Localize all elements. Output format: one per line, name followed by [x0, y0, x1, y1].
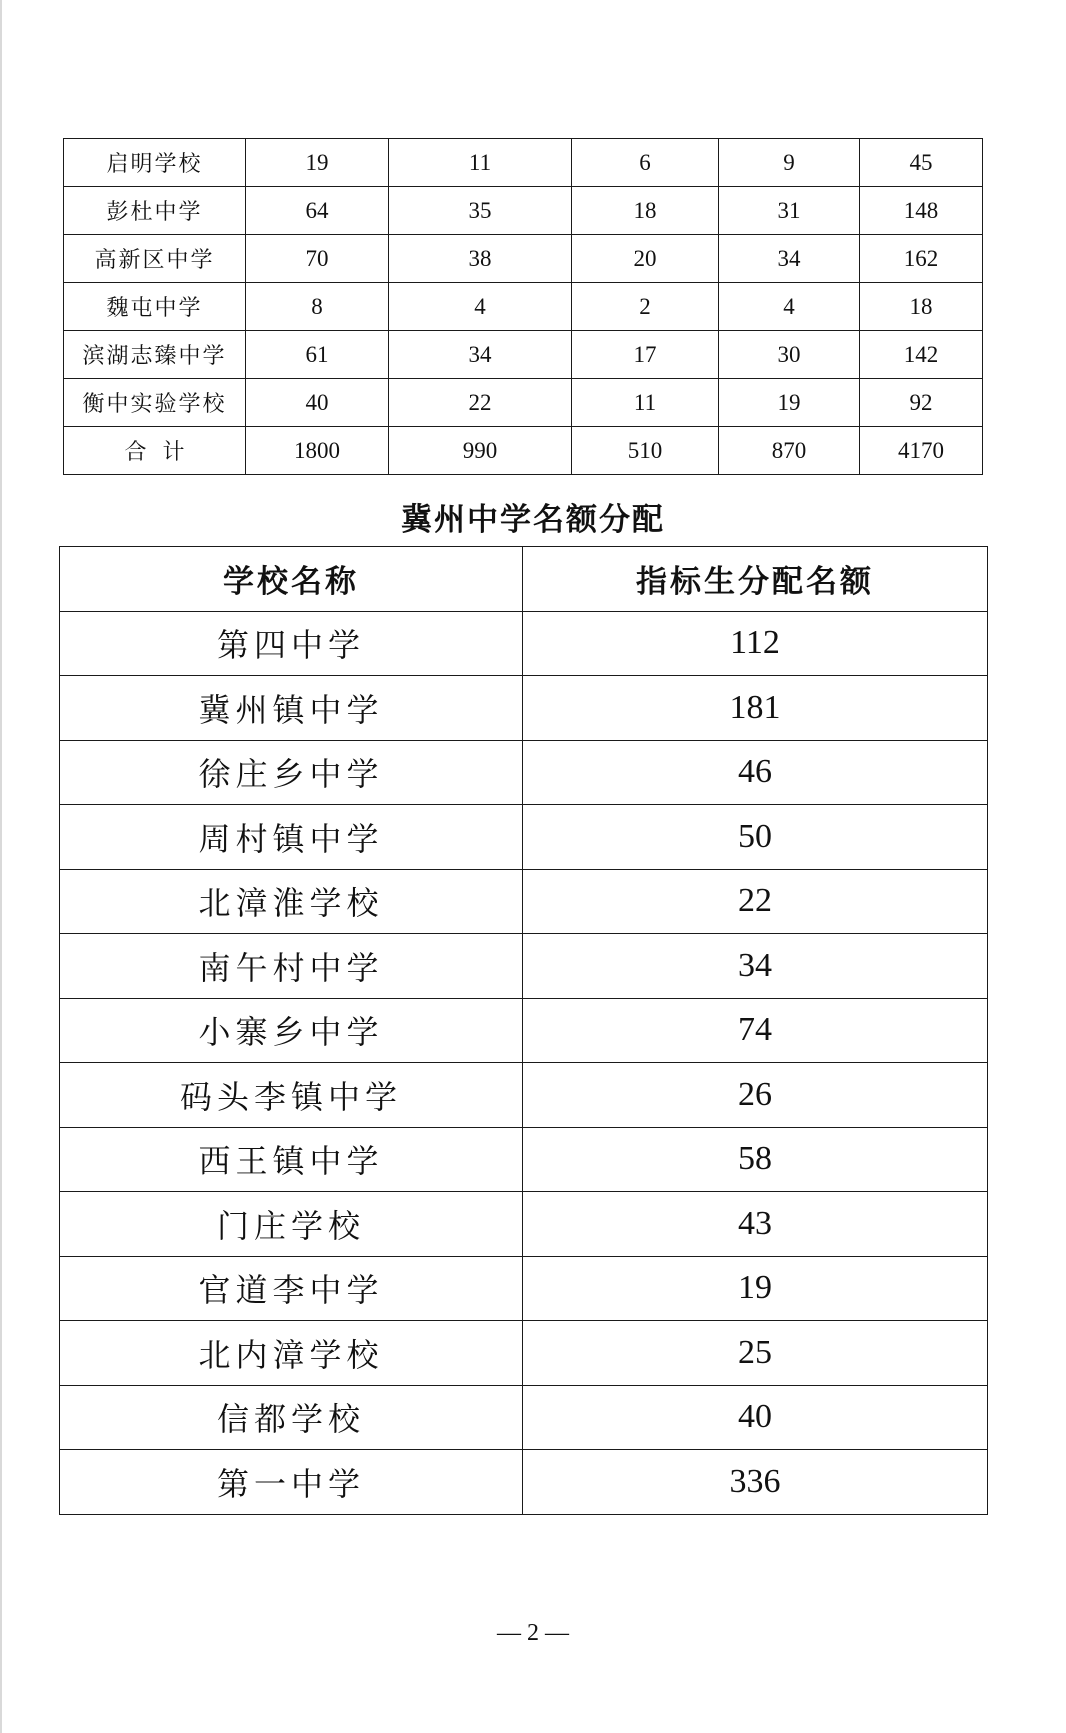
table-row: [60, 998, 988, 1063]
school-name-cell: 小寨乡中学: [60, 998, 523, 1063]
table-row: [60, 1063, 988, 1128]
school-name-cell: 启明学校: [64, 139, 246, 187]
value-cell: 19: [719, 379, 860, 427]
table-row: [64, 139, 983, 187]
value-cell: 18: [572, 187, 719, 235]
value-cell: 40: [246, 379, 389, 427]
value-cell: 6: [572, 139, 719, 187]
school-name-cell: 第四中学: [60, 611, 523, 676]
value-cell: 35: [389, 187, 572, 235]
value-cell: 11: [389, 139, 572, 187]
table-row: [64, 331, 983, 379]
quota-cell: 34: [523, 934, 988, 999]
school-name-cell: 西王镇中学: [60, 1127, 523, 1192]
quota-cell: 181: [523, 676, 988, 741]
column-header-quota: 指标生分配名额: [523, 547, 988, 612]
table-row: [60, 934, 988, 999]
value-cell: 19: [246, 139, 389, 187]
table-row: [60, 611, 988, 676]
value-cell: 17: [572, 331, 719, 379]
quota-cell: 336: [523, 1450, 988, 1515]
table-row: [60, 869, 988, 934]
quota-cell: 43: [523, 1192, 988, 1257]
quota-cell: 112: [523, 611, 988, 676]
value-cell: 9: [719, 139, 860, 187]
value-cell: 34: [719, 235, 860, 283]
table-row: [64, 379, 983, 427]
value-cell: 11: [572, 379, 719, 427]
quota-cell: 46: [523, 740, 988, 805]
table-row: [60, 1256, 988, 1321]
quota-cell: 19: [523, 1256, 988, 1321]
column-header-school: 学校名称: [60, 547, 523, 612]
school-name-cell: 南午村中学: [60, 934, 523, 999]
value-cell: 34: [389, 331, 572, 379]
row-total-cell: 92: [860, 379, 983, 427]
table-row: [60, 740, 988, 805]
quota-cell: 25: [523, 1321, 988, 1386]
school-name-cell: 冀州镇中学: [60, 676, 523, 741]
table-row: [60, 1127, 988, 1192]
section-title: 冀州中学名额分配: [401, 502, 665, 538]
grand-total-cell: 4170: [860, 427, 983, 475]
school-name-cell: 滨湖志臻中学: [64, 331, 246, 379]
school-name-cell: 第一中学: [60, 1450, 523, 1515]
quota-cell: 58: [523, 1127, 988, 1192]
value-cell: 30: [719, 331, 860, 379]
table-row: [60, 1321, 988, 1386]
school-name-cell: 高新区中学: [64, 235, 246, 283]
value-cell: 70: [246, 235, 389, 283]
value-cell: 38: [389, 235, 572, 283]
table-row: [60, 1192, 988, 1257]
school-name-cell: 周村镇中学: [60, 805, 523, 870]
school-name-cell: 官道李中学: [60, 1256, 523, 1321]
quota-cell: 26: [523, 1063, 988, 1128]
school-name-cell: 彭杜中学: [64, 187, 246, 235]
value-cell: 20: [572, 235, 719, 283]
value-cell: 4: [719, 283, 860, 331]
school-name-cell: 信都学校: [60, 1385, 523, 1450]
quota-cell: 74: [523, 998, 988, 1063]
value-cell: 61: [246, 331, 389, 379]
school-name-cell: 魏屯中学: [64, 283, 246, 331]
value-cell: 8: [246, 283, 389, 331]
total-value-cell: 990: [389, 427, 572, 475]
total-value-cell: 1800: [246, 427, 389, 475]
row-total-cell: 18: [860, 283, 983, 331]
total-row: [64, 427, 983, 475]
row-total-cell: 142: [860, 331, 983, 379]
quota-cell: 50: [523, 805, 988, 870]
school-name-cell: 北内漳学校: [60, 1321, 523, 1386]
value-cell: 22: [389, 379, 572, 427]
school-name-cell: 徐庄乡中学: [60, 740, 523, 805]
jizhou-quota-table: [59, 546, 988, 1515]
school-name-cell: 北漳淮学校: [60, 869, 523, 934]
table-row: [60, 1450, 988, 1515]
value-cell: 2: [572, 283, 719, 331]
school-name-cell: 码头李镇中学: [60, 1063, 523, 1128]
table-header-row: [60, 547, 988, 612]
quota-cell: 22: [523, 869, 988, 934]
total-label: 合计: [64, 427, 246, 475]
quota-cell: 40: [523, 1385, 988, 1450]
row-total-cell: 45: [860, 139, 983, 187]
table-row: [64, 187, 983, 235]
school-name-cell: 门庄学校: [60, 1192, 523, 1257]
row-total-cell: 148: [860, 187, 983, 235]
total-value-cell: 510: [572, 427, 719, 475]
table-row: [64, 235, 983, 283]
value-cell: 31: [719, 187, 860, 235]
row-total-cell: 162: [860, 235, 983, 283]
table-row: [60, 805, 988, 870]
table-row: [60, 1385, 988, 1450]
quota-breakdown-table: [63, 138, 983, 475]
table-row: [64, 283, 983, 331]
total-value-cell: 870: [719, 427, 860, 475]
value-cell: 4: [389, 283, 572, 331]
value-cell: 64: [246, 187, 389, 235]
table-row: [60, 676, 988, 741]
page-number: — 2 —: [497, 1620, 569, 1646]
school-name-cell: 衡中实验学校: [64, 379, 246, 427]
page-edge: [0, 0, 2, 1733]
